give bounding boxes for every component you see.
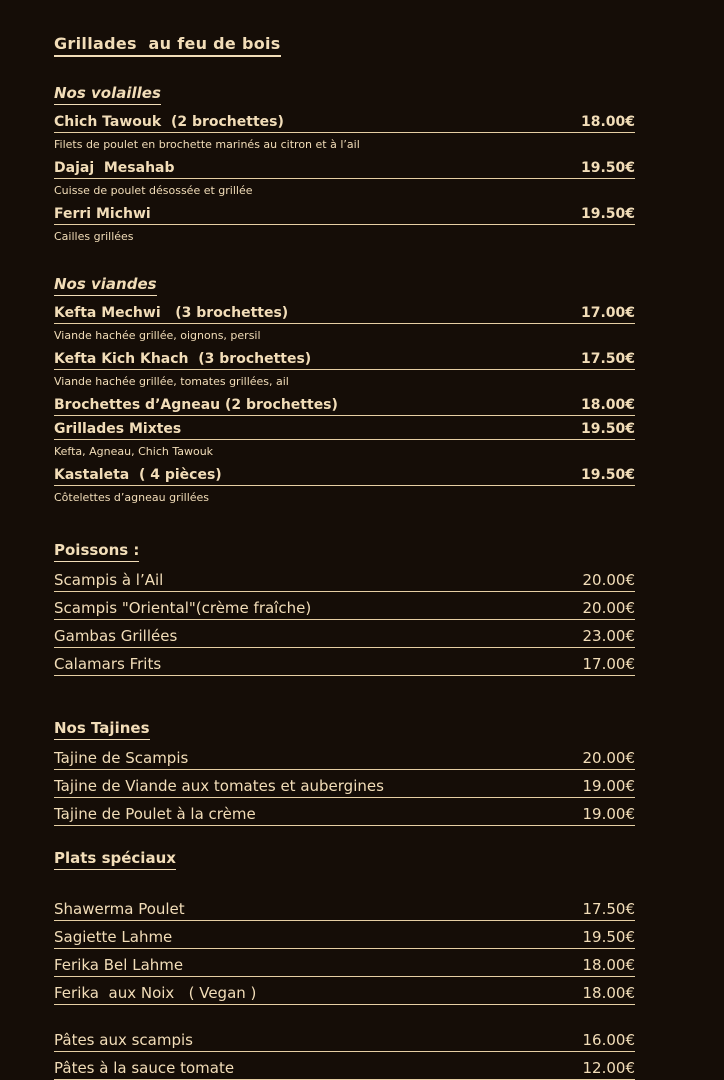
section-viandes-heading: Nos viandes	[54, 275, 157, 296]
menu-item-row	[54, 571, 635, 592]
item-name: Ferri Michwi	[54, 206, 151, 223]
item-price: 18.00€	[580, 396, 635, 413]
section-tajines-heading: Nos Tajines	[54, 719, 150, 740]
item-name: Dajaj Mesahab	[54, 160, 175, 177]
item-name: Tajine de Poulet à la crème	[54, 805, 256, 824]
menu-item-row	[54, 655, 635, 676]
item-price: 18.00€	[580, 114, 635, 130]
menu-item-row	[54, 305, 635, 324]
item-description: Filets de poulet en brochette marinés au citron et à l’ail	[54, 138, 360, 151]
section-viandes	[54, 274, 635, 505]
menu-item-row	[54, 984, 635, 1005]
item-name: Tajine de Scampis	[54, 749, 189, 768]
menu-item-row	[54, 421, 635, 440]
menu-title: Grillades au feu de bois	[54, 34, 281, 57]
menu-item-row	[54, 467, 635, 486]
item-name: Scampis à l’Ail	[54, 571, 164, 590]
item-price: 20.00€	[582, 749, 635, 768]
item-price: 12.00€	[582, 1059, 635, 1078]
item-name: Calamars Frits	[54, 655, 162, 674]
item-description: Kefta, Agneau, Chich Tawouk	[54, 444, 214, 458]
menu-item-row	[54, 805, 635, 826]
item-name: Shawerma Poulet	[54, 900, 185, 919]
item-description: Viande hachée grillée, oignons, persil	[54, 328, 261, 342]
section-poissons-heading: Poissons :	[54, 541, 139, 562]
item-price: 17.00€	[582, 655, 635, 674]
item-name: Tajine de Viande aux tomates et aubergines	[54, 777, 384, 796]
item-name: Sagiette Lahme	[54, 928, 173, 947]
item-name: Kefta Kich Khach (3 brochettes)	[54, 350, 312, 367]
item-price: 19.50€	[580, 467, 635, 484]
section-speciaux-heading: Plats spéciaux	[54, 849, 176, 870]
menu-item-row	[54, 1031, 635, 1052]
item-price: 19.50€	[580, 206, 635, 223]
menu-item-row	[54, 777, 635, 798]
menu-item-row	[54, 900, 635, 921]
item-description: Cuisse de poulet désossée et grillée	[54, 184, 253, 198]
menu-item-row	[54, 1059, 635, 1080]
item-name: Grillades Mixtes	[54, 420, 182, 437]
item-price: 17.50€	[580, 350, 635, 367]
menu-item-row	[54, 599, 635, 620]
item-price: 20.00€	[582, 571, 635, 590]
item-name: Chich Tawouk (2 brochettes)	[54, 114, 284, 130]
item-description: Viande hachée grillée, tomates grillées, ail	[54, 374, 289, 388]
item-price: 18.00€	[582, 956, 635, 975]
menu-item-row	[54, 114, 635, 133]
item-name: Scampis "Oriental"(crème fraîche)	[54, 599, 312, 618]
menu-item-row	[54, 749, 635, 770]
item-price: 19.00€	[582, 777, 635, 796]
item-price: 23.00€	[582, 627, 635, 646]
item-price: 19.50€	[580, 160, 635, 177]
item-price: 18.00€	[582, 984, 635, 1003]
pates-group	[54, 1031, 635, 1080]
item-name: Ferika aux Noix ( Vegan )	[54, 984, 257, 1003]
section-speciaux	[54, 848, 635, 1080]
item-description: Côtelettes d’agneau grillées	[54, 491, 210, 505]
item-price: 17.50€	[582, 900, 635, 919]
item-name: Pâtes à la sauce tomate	[54, 1059, 235, 1078]
item-price: 16.00€	[582, 1031, 635, 1050]
section-volailles	[54, 83, 635, 244]
item-name: Gambas Grillées	[54, 627, 178, 646]
menu-item-row	[54, 956, 635, 977]
menu-item-row	[54, 160, 635, 179]
menu-item-row	[54, 627, 635, 648]
section-tajines	[54, 718, 635, 826]
item-name: Brochettes d’Agneau (2 brochettes)	[54, 396, 338, 413]
item-price: 19.00€	[582, 805, 635, 824]
item-name: Pâtes aux scampis	[54, 1031, 193, 1050]
menu-item-row	[54, 928, 635, 949]
item-name: Kefta Mechwi (3 brochettes)	[54, 304, 289, 321]
menu-item-row	[54, 206, 635, 225]
item-price: 20.00€	[582, 599, 635, 618]
section-volailles-heading: Nos volailles	[54, 84, 161, 105]
item-price: 19.50€	[580, 420, 635, 437]
item-name: Ferika Bel Lahme	[54, 956, 184, 975]
menu-item-row	[54, 397, 635, 416]
item-price: 17.00€	[580, 304, 635, 321]
section-poissons	[54, 540, 635, 676]
item-description: Cailles grillées	[54, 230, 134, 244]
menu-item-row	[54, 351, 635, 370]
item-name: Kastaleta ( 4 pièces)	[54, 467, 222, 484]
item-price: 19.50€	[582, 928, 635, 947]
